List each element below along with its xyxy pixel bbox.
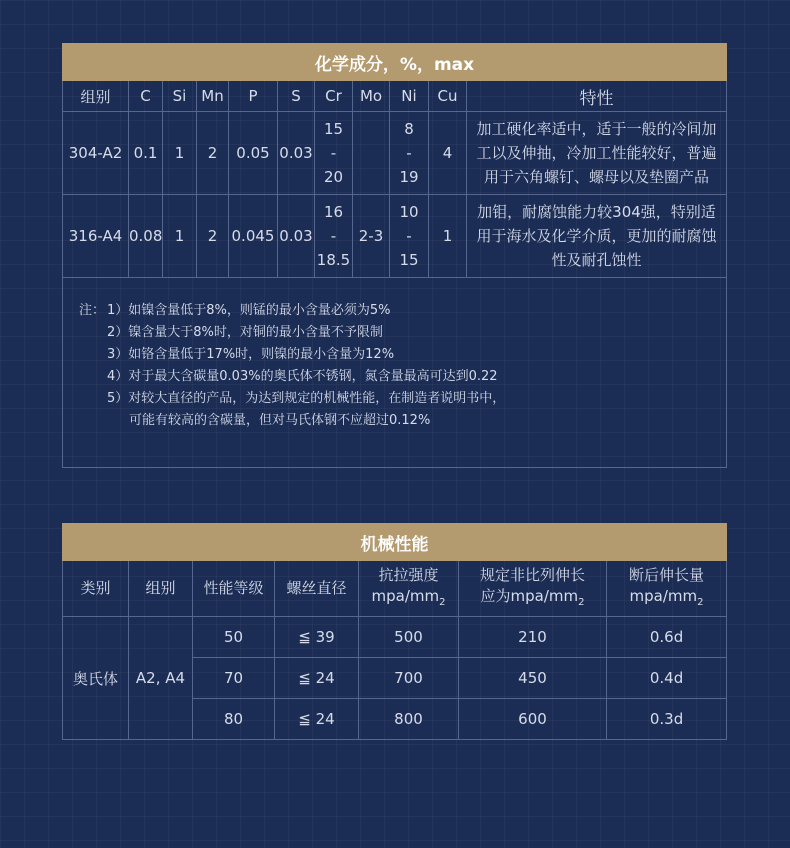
chem-title: 化学成分，%，max	[63, 44, 727, 81]
col-header: Si	[163, 81, 197, 112]
notes	[63, 278, 727, 468]
cell-grade: 70	[193, 658, 275, 699]
table-row	[63, 617, 727, 658]
chemical-composition-table	[62, 43, 727, 468]
cell-group: A2, A4	[129, 617, 193, 740]
cell-mn: 2	[197, 112, 229, 195]
cell-elongation: 0.4d	[607, 658, 727, 699]
col-header-type: 类别	[63, 561, 129, 617]
cell-s: 0.03	[278, 112, 315, 195]
note-continuation: 可能有较高的含碳量，但对马氏体钢不应超过0.12%	[129, 413, 431, 428]
note-item: 2）镍含量大于8%时，对铜的最小含量不予限制	[107, 325, 383, 340]
mech-title: 机械性能	[63, 524, 727, 561]
note-item: 4）对于最大含碳量0.03%的奥氏体不锈钢，氮含量最高可达到0.22	[107, 369, 498, 384]
col-header: 特性	[467, 81, 727, 112]
cell-si: 1	[163, 112, 197, 195]
cell-grade: 50	[193, 617, 275, 658]
cell-c: 0.1	[129, 112, 163, 195]
col-header-tensile: 抗拉强度 mpa/$mm_2$	[359, 561, 459, 617]
cell-property: 加钼，耐腐蚀能力较304强，特别适用于海水及化学介质，更加的耐腐蚀性及耐孔蚀性	[467, 195, 727, 278]
col-header-group: 组别	[129, 561, 193, 617]
mechanical-properties-table	[62, 523, 727, 740]
col-header: Ni	[390, 81, 429, 112]
cell-group: 304-A2	[63, 112, 129, 195]
cell-type: 奥氏体	[63, 617, 129, 740]
cell-cr: 16 - 18.5	[315, 195, 353, 278]
col-header: Cu	[429, 81, 467, 112]
note-item: 3）如铬含量低于17%时，则镍的最小含量为12%	[107, 347, 395, 362]
cell-p: 0.05	[229, 112, 278, 195]
note-item: 5）对较大直径的产品，为达到规定的机械性能，在制造者说明书中，	[107, 391, 506, 406]
cell-mo: 2-3	[353, 195, 390, 278]
col-header: 组别	[63, 81, 129, 112]
cell-s: 0.03	[278, 195, 315, 278]
col-header-grade: 性能等级	[193, 561, 275, 617]
cell-yield: 450	[459, 658, 607, 699]
col-header-thread: 螺丝直径	[275, 561, 359, 617]
cell-thread: ≦ 39	[275, 617, 359, 658]
cell-thread: ≦ 24	[275, 699, 359, 740]
cell-mn: 2	[197, 195, 229, 278]
table-row	[63, 112, 727, 195]
cell-cu: 1	[429, 195, 467, 278]
cell-ni: 8 - 19	[390, 112, 429, 195]
cell-tensile: 500	[359, 617, 459, 658]
cell-yield: 600	[459, 699, 607, 740]
cell-group: 316-A4	[63, 195, 129, 278]
cell-p: 0.045	[229, 195, 278, 278]
col-header: C	[129, 81, 163, 112]
cell-tensile: 700	[359, 658, 459, 699]
cell-grade: 80	[193, 699, 275, 740]
cell-c: 0.08	[129, 195, 163, 278]
cell-cr: 15 - 20	[315, 112, 353, 195]
cell-yield: 210	[459, 617, 607, 658]
col-header: P	[229, 81, 278, 112]
cell-thread: ≦ 24	[275, 658, 359, 699]
cell-property: 加工硬化率适中，适于一般的冷间加工以及伸抽，冷加工性能较好，普遍用于六角螺钉、螺母以及垫圈产品	[467, 112, 727, 195]
note-item: 1）如镍含量低于8%，则锰的最小含量必须为5%	[107, 303, 391, 318]
table-row	[63, 195, 727, 278]
cell-mo	[353, 112, 390, 195]
cell-tensile: 800	[359, 699, 459, 740]
col-header: Cr	[315, 81, 353, 112]
notes-prefix: 注：	[79, 303, 106, 318]
cell-ni: 10 - 15	[390, 195, 429, 278]
cell-cu: 4	[429, 112, 467, 195]
cell-elongation: 0.3d	[607, 699, 727, 740]
col-header: Mn	[197, 81, 229, 112]
col-header: Mo	[353, 81, 390, 112]
cell-elongation: 0.6d	[607, 617, 727, 658]
cell-si: 1	[163, 195, 197, 278]
col-header: S	[278, 81, 315, 112]
col-header-yield: 规定非比列伸长 应为mpa/$mm_2$	[459, 561, 607, 617]
col-header-elongation: 断后伸长量 mpa/$mm_2$	[607, 561, 727, 617]
